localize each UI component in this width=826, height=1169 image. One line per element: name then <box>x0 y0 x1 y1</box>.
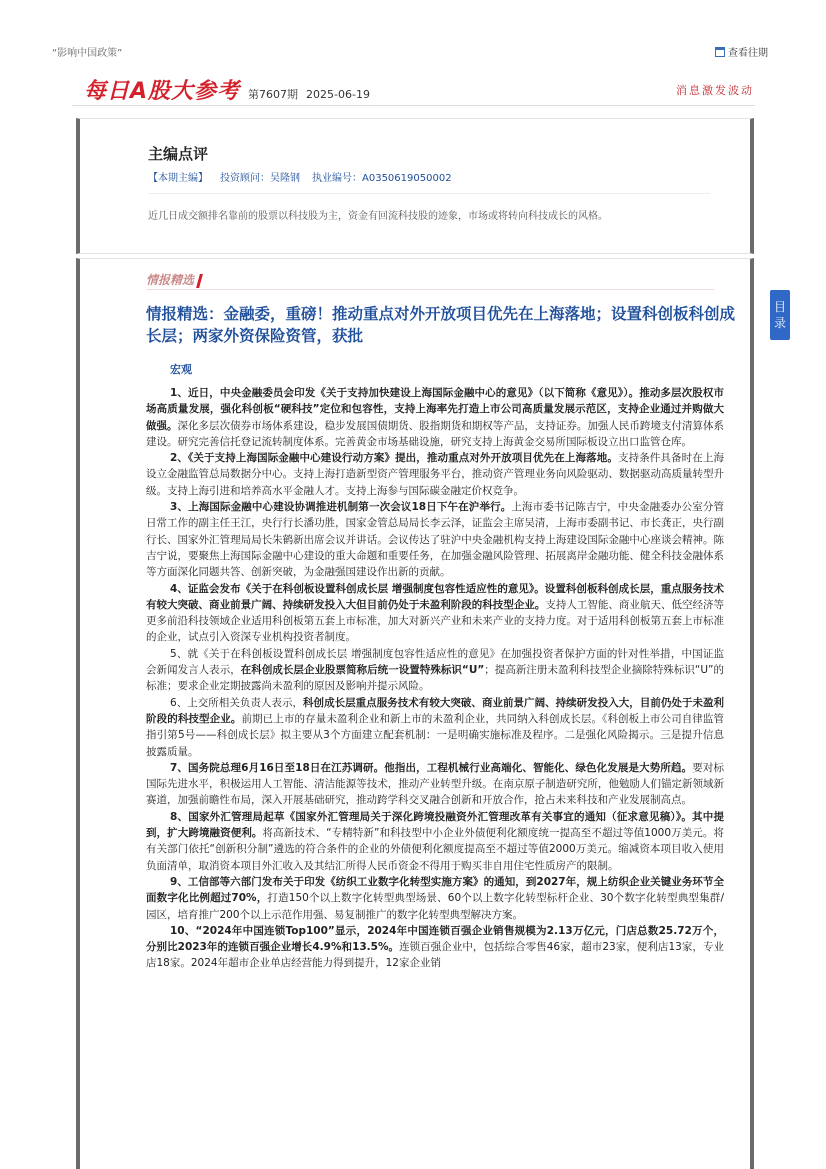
article-paragraph <box>146 760 724 809</box>
article-body <box>146 385 724 972</box>
section-underline <box>146 289 714 290</box>
article-paragraph <box>146 581 724 646</box>
paragraph-emphasis: 3、上海国际金融中心建设协调推进机制第一次会议18日下午在沪举行。 <box>170 501 512 514</box>
article-title: 情报精选：金融委，重磅！推动重点对外开放项目优先在上海落地；设置科创板科创成长层；两家外资保险资管，获批 <box>146 305 736 345</box>
view-past-issues-link[interactable] <box>715 44 768 59</box>
editor-divider <box>148 193 710 194</box>
paragraph-emphasis: 1、近日，中央金融委员会印发《关于支持加快建设上海国际金融中心的意见》（以下简称《意见》）。推动多层次股权市场高质量发展，强化科创板“硬科技”定位和包容性，支持上海率先打造上市公司高质量发展示范区，支持企业通过并购做大做强。 <box>146 387 724 432</box>
editor-comment: 近几日成交额排名靠前的股票以科技股为主，资金有回流科技股的迹象，市场或将转向科技成长的风格。 <box>148 211 608 222</box>
editor-meta <box>148 169 464 184</box>
article-paragraph <box>146 385 724 450</box>
issue-number: 第7607期 <box>248 88 299 101</box>
paragraph-text: 要对标国际先进水平，积极运用人工智能、清洁能源等技术，推动产业转型升级。在南京原子制造研究所，他勉励人们锚定新领域新赛道，加强前瞻性布局，深入开展基础研究，推动跨学科交叉融合创新和开放合作，抢占未来科技和产业发展制高点。 <box>146 761 724 807</box>
article-paragraph <box>146 646 724 695</box>
article-card <box>76 258 754 1169</box>
brand-header <box>84 74 370 105</box>
paragraph-emphasis: 9、工信部等六部门发布关于印发《纺织工业数字化转型实施方案》的通知，到2027年，规上纺织企业关键业务环节全面数字化比例超过70%， <box>146 875 724 905</box>
brand-logo: 每日A股大参考 <box>84 79 241 104</box>
policy-tagline: “影响中国政策” <box>52 48 123 59</box>
article-paragraph <box>146 923 724 972</box>
editor-role: 【本期主编】 <box>148 173 208 184</box>
editor-advisor: 投资顾问：吴隆钢 <box>220 173 300 184</box>
paragraph-text: ；提高新注册未盈利科技型企业摘除特殊标识“U”的标准；要求企业定期披露尚未盈利的原因及影响并提示风险。 <box>146 664 724 693</box>
issue-date: 2025-06-19 <box>306 88 370 101</box>
toc-label-1: 目 <box>773 300 786 314</box>
editor-title: 主编点评 <box>148 145 209 163</box>
paragraph-text: 6、上交所相关负责人表示， <box>170 696 304 709</box>
article-paragraph <box>146 809 724 874</box>
paragraph-text: 打造150个以上数字化转型典型场景、60个以上数字化转型标杆企业、30个数字化转型典型集群/园区，培育推广200个以上示范作用强、易复制推广的数字化转型典型解决方案。 <box>146 892 724 921</box>
article-paragraph <box>146 450 724 499</box>
paragraph-text: 支持人工智能、商业航天、低空经济等更多前沿科技领域企业适用科创板第五套上市标准，加大对新兴产业和未来产业的支持力度。对于适用科创板第五套上市标准的企业，试点引入资深专业机构投资者制度。 <box>146 598 725 644</box>
paragraph-text: 连锁百强企业中，包括综合零售46家，超市23家，便利店13家，专业店18家。2024年超市企业单店经营能力得到提升，12家企业销 <box>146 941 724 970</box>
header-divider <box>72 105 755 106</box>
paragraph-emphasis: 7、国务院总理6月16日至18日在江苏调研。他指出，工程机械行业高端化、智能化、绿色化发展是大势所趋。 <box>170 761 693 774</box>
paragraph-emphasis: 科创成长层重点服务技术有较大突破、商业前景广阔、持续研发投入大，目前仍处于未盈利阶段的科技型企业。 <box>146 696 724 725</box>
calendar-icon <box>715 47 725 57</box>
article-paragraph <box>146 874 724 923</box>
editor-comment-card <box>76 118 754 254</box>
paragraph-emphasis: 8、国家外汇管理局起草《国家外汇管理局关于深化跨境投融资外汇管理改革有关事宜的通知（征求意见稿）》。其中提到，扩大跨境融资便利。 <box>146 810 724 840</box>
paragraph-text: 将高新技术、“专精特新”和科技型中小企业外债便利化额度统一提高至不超过等值1000万美元。将有关部门依托“创新积分制”遴选的符合条件的企业的外债便利化额度提高至不超过等值2000万美元。缩减资本项目收入使用负面清单，取消资本项目外汇收入及其结汇所得人民币资金不得用于购买非自用住宅性质房产的限制。 <box>146 827 724 872</box>
paragraph-text: 深化多层次债券市场体系建设，稳步发展国债期货、股指期货和期权等产品，支持证券。加强人民币跨境支付清算体系建设。研究完善信托登记流转制度体系。完善黄金市场基础设施，研究支持上海黄金交易所国际板设立出口监管仓库。 <box>146 419 725 448</box>
editor-license: 执业编号：A0350619050002 <box>312 173 452 184</box>
paragraph-text: 支持条件具备时在上海设立金融监管总局数据分中心。支持上海打造新型资产管理服务平台，推动资产管理业务向风险驱动、数据驱动高质量转型升级。支持上海引进和培养高水平金融人才。支持上海参与国际碳金融定价权竞争。 <box>146 452 724 497</box>
paragraph-emphasis: 2、《关于支持上海国际金融中心建设行动方案》提出，推动重点对外开放项目优先在上海落地。 <box>170 452 618 465</box>
section-label: 情报精选 <box>146 271 201 288</box>
paragraph-text: 前期已上市的存量未盈利企业和新上市的未盈利企业，共同纳入科创成长层。《科创板上市公司自律监管指引第5号——科创成长层》拟主要从3个方面建立配套机制：一是明确实施标准及程序。二是强化风险揭示。三是提升信息披露质量。 <box>146 712 725 758</box>
toc-label-2: 录 <box>773 316 786 330</box>
paragraph-text: 5、就《关于在科创板设置科创成长层 增强制度包容性适应性的意见》在加强投资者保护方面的针对性举措，中国证监会新闻发言人表示， <box>146 647 724 677</box>
paragraph-emphasis: 10、“2024年中国连锁Top100”显示，2024年中国连锁百强企业销售规模为2.13万亿元，门店总数25.72万个，分别比2023年的连锁百强企业增长4.9%和13.5%。 <box>146 924 724 954</box>
paragraph-emphasis: 4、证监会发布《关于在科创板设置科创成长层 增强制度包容性适应性的意见》。设置科创板科创成长层，重点服务技术有较大突破、商业前景广阔、持续研发投入大但目前仍处于未盈利阶段的科技型企业。 <box>146 582 724 611</box>
paragraph-emphasis: 在科创成长层企业股票简称后统一设置特殊标识“U” <box>240 664 485 677</box>
slogan: 消息激发波动 <box>676 84 754 97</box>
paragraph-text: 上海市委书记陈吉宁，中央金融委办公室分管日常工作的副主任王江，央行行长潘功胜，国家金管总局局长李云泽，证监会主席吴清，上海市委副书记、市长龚正，央行副行长、国家外汇管理局局长朱鹤新出席会议并讲话。会议传达了驻沪中央金融机构支持上海建设国际金融中心座谈会精神。陈吉宁说，要聚焦上海国际金融中心建设的重大命题和重要任务，在加强金融风险管理、拓展离岸金融功能、健全科技金融体系等方面深化同题共答、创新突破，为金融强国建设作出新的贡献。 <box>146 501 724 579</box>
subhead-macro: 宏观 <box>170 363 192 376</box>
article-paragraph <box>146 695 724 760</box>
article-paragraph <box>146 499 724 580</box>
toc-tab[interactable] <box>770 290 790 340</box>
view-past-label: 查看往期 <box>728 48 768 59</box>
